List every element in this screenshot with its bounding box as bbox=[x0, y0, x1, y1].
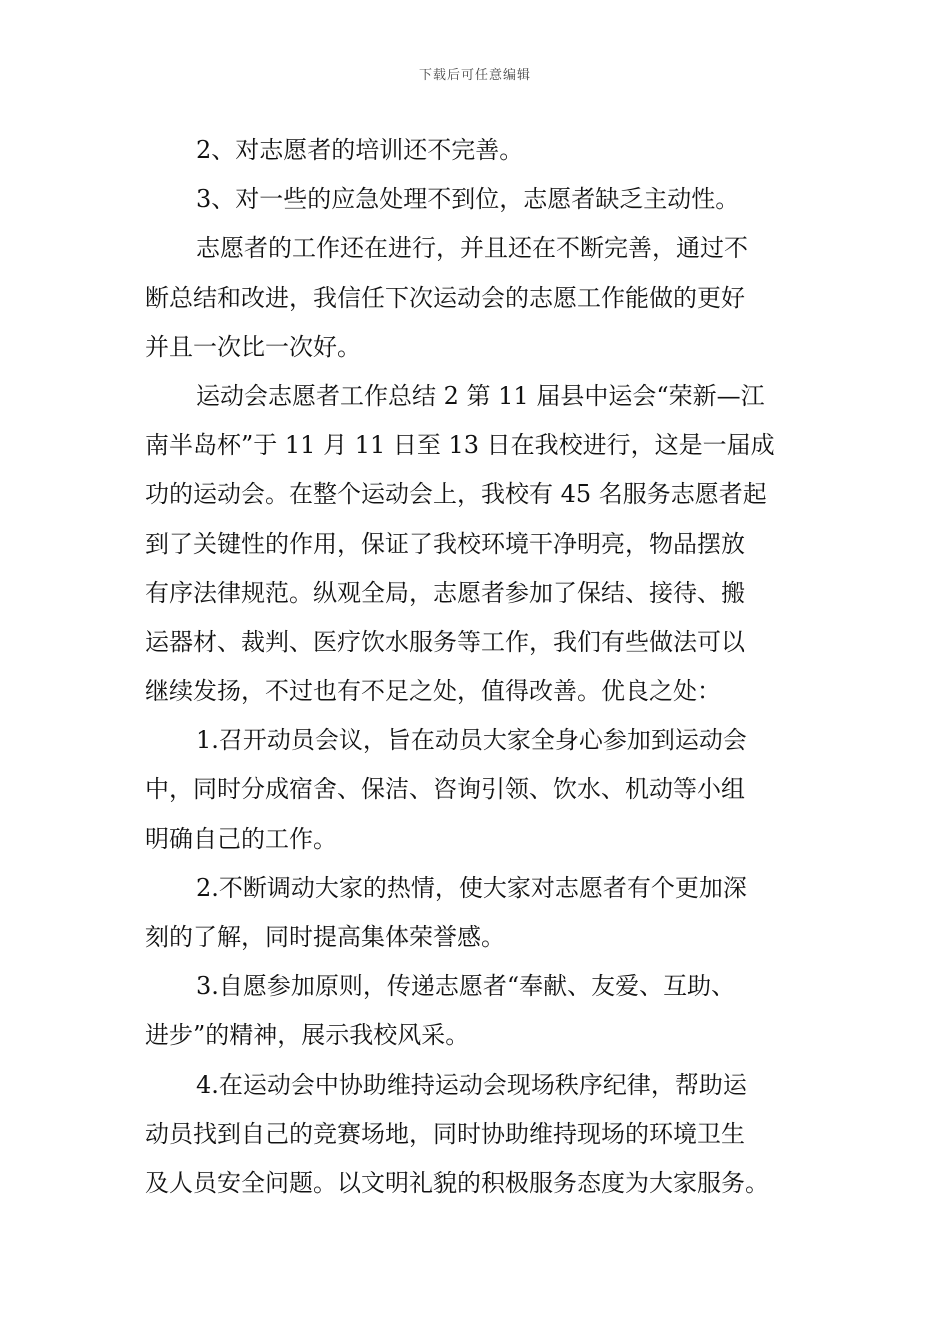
header-note: 下载后可任意编辑 bbox=[418, 68, 531, 83]
text-line: 明确自己的工作。 bbox=[145, 824, 337, 853]
text-line: 继续发扬，不过也有不足之处，值得改善。优良之处： bbox=[145, 677, 721, 706]
text-line: 2.不断调动大家的热情，使大家对志愿者有个更加深 bbox=[196, 873, 747, 902]
text-line: 断总结和改进，我信任下次运动会的志愿工作能做的更好 bbox=[145, 283, 745, 312]
text-line: 及人员安全问题。以文明礼貌的积极服务态度为大家服务。 bbox=[145, 1168, 769, 1197]
text-line: 3.自愿参加原则，传递志愿者“奉献、友爱、互助、 bbox=[196, 972, 736, 1001]
body-text bbox=[145, 126, 810, 1208]
text-line: 有序法律规范。纵观全局，志愿者参加了保结、接待、搬 bbox=[145, 578, 745, 607]
text-line: 1.召开动员会议，旨在动员大家全身心参加到运动会 bbox=[196, 726, 747, 755]
text-line: 3、对一些的应急处理不到位，志愿者缺乏主动性。 bbox=[196, 185, 740, 214]
text-line: 运动会志愿者工作总结 2 第 11 届县中运会“荣新—江 bbox=[196, 381, 765, 410]
text-line: 运器材、裁判、医疗饮水服务等工作，我们有些做法可以 bbox=[145, 627, 745, 656]
text-line: 到了关键性的作用，保证了我校环境干净明亮，物品摆放 bbox=[145, 529, 745, 558]
text-line: 4.在运动会中协助维持运动会现场秩序纪律，帮助运 bbox=[196, 1070, 747, 1099]
text-line: 2、对志愿者的培训还不完善。 bbox=[196, 136, 524, 164]
text-line: 刻的了解，同时提高集体荣誉感。 bbox=[145, 923, 505, 951]
text-line: 并且一次比一次好。 bbox=[145, 332, 361, 361]
text-line: 进步”的精神，展示我校风采。 bbox=[145, 1021, 470, 1050]
text-line: 中，同时分成宿舍、保洁、咨询引领、饮水、机动等小组 bbox=[145, 775, 745, 804]
text-line: 南半岛杯”于 11 月 11 日至 13 日在我校进行，这是一届成 bbox=[145, 431, 775, 460]
text-line: 志愿者的工作还在进行，并且还在不断完善，通过不 bbox=[196, 234, 748, 263]
text-line: 动员找到自己的竞赛场地，同时协助维持现场的环境卫生 bbox=[145, 1119, 745, 1148]
text-line: 功的运动会。在整个运动会上，我校有 45 名服务志愿者起 bbox=[145, 480, 767, 509]
